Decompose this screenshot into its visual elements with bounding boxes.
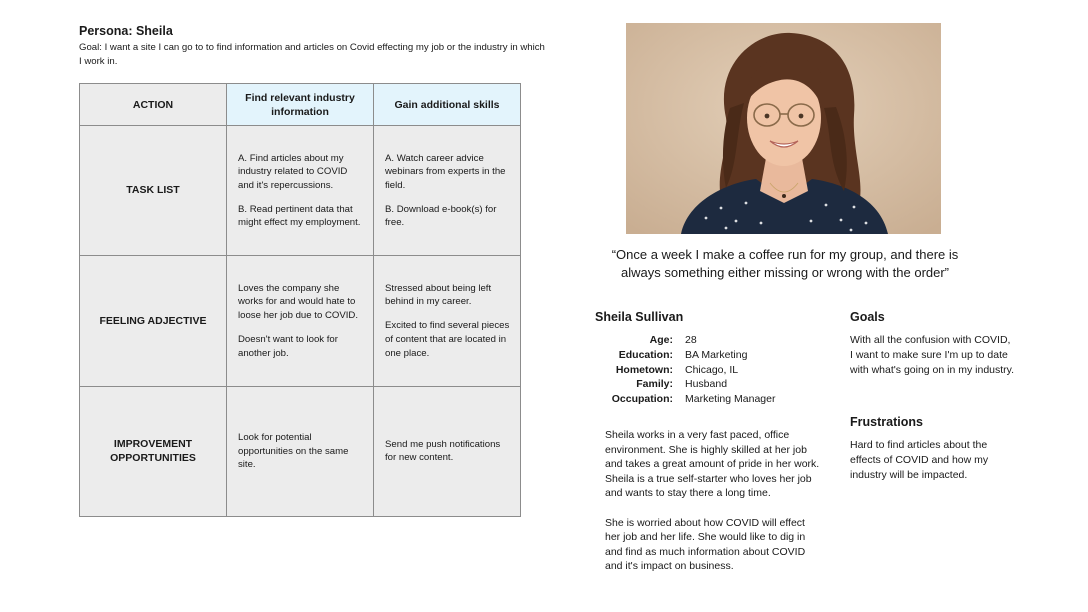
header-gain-skills: Gain additional skills [374,84,521,126]
education-value: BA Marketing [685,348,748,361]
cell-text: A. Find articles about my industry related to COVID and it's repercussions. [238,152,348,191]
education-label: Education: [618,348,673,361]
cell-feeling-find [227,256,374,386]
age-value: 28 [685,334,697,346]
header-find-info: Find relevant industry information [227,84,374,126]
table-row [80,126,521,256]
occupation-value: Marketing Manager [685,393,776,406]
table-row [80,386,521,516]
cell-text: Loves the company she works for and would hate to loose her job due to COVID. [238,282,358,321]
cell-text: B. Read pertinent data that might effect my employment. [238,203,361,229]
profile-info-labels [595,333,673,407]
cell-text: Stressed about being left behind in my career. [385,282,492,308]
persona-photo [626,23,941,234]
persona-goal: Goal: I want a site I can go to to find information and articles on Covid effecting my job or the industry in which I work in. [79,42,545,67]
occupation-label: Occupation: [611,393,673,406]
row-label-feeling: FEELING ADJECTIVE [80,256,227,386]
cell-text: Doesn't want to look for another job. [238,334,338,359]
hometown-value: Chicago, IL [685,363,739,376]
frustrations-text: Hard to find articles about the effects of COVID and how my industry will be impacted. [850,439,989,481]
profile-name: Sheila Sullivan [595,310,684,324]
family-label: Family: [636,378,673,391]
table-header-row [80,84,521,126]
cell-feeling-gain [374,256,521,386]
bio-paragraph: She is worried about how COVID will effect her job and her life. She would like to dig in and find as much information about COVID and it's impact on business. [605,516,806,573]
journey-table [79,83,521,517]
cell-text: Send me push notifications for new content. [385,438,501,464]
cell-text: A. Watch career advice webinars from experts in the field. [385,152,506,191]
cell-task-gain [374,126,521,256]
goals-heading: Goals [850,310,885,324]
cell-task-find [227,126,374,256]
hometown-label: Hometown: [615,363,673,376]
profile-bio [605,428,820,589]
bio-paragraph: Sheila works in a very fast paced, office environment. She is highly skilled at her job and takes a great amount of pride in her work. Sheila is a true self-starter who loves her job and wants to stay there a long time. [605,429,820,500]
goals-text: With all the confusion with COVID, I want to make sure I'm up to date with what's going on in my industry. [850,334,1015,376]
family-value: Husband [685,378,728,391]
persona-title: Persona: Sheila [79,24,173,38]
header-action: ACTION [80,84,227,126]
cell-text: B. Download e-book(s) for free. [385,203,497,229]
cell-text: Excited to find several pieces of content that are located in one place. [385,320,510,359]
row-label-task-list: TASK LIST [80,126,227,256]
row-label-improvement: IMPROVEMENT OPPORTUNITIES [80,386,227,516]
age-label: Age: [649,334,673,346]
persona-quote: “Once a week I make a coffee run for my group, and there is always something either missing or wrong with the order” [611,247,959,280]
cell-text: Look for potential opportunities on the same site. [238,431,349,471]
table-row [80,256,521,386]
frustrations-heading: Frustrations [850,415,923,429]
cell-improve-gain [374,386,521,516]
cell-improve-find [227,386,374,516]
profile-info-values [685,333,775,407]
